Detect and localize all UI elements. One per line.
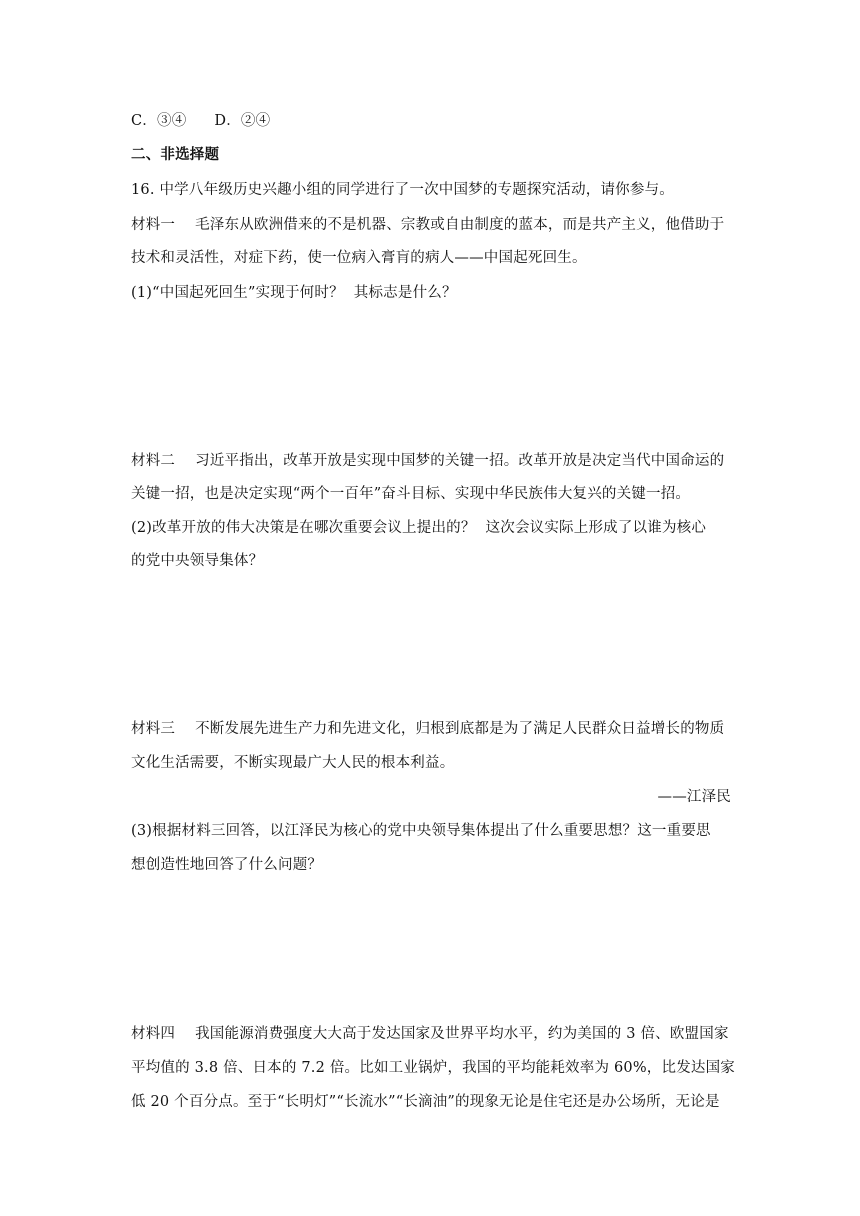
material-1-line-1 [131,215,731,235]
sub-question-2-part-b: 这次会议实际上形成了以谁为核心 [485,520,707,536]
material-4-line-2: 平均值的 3.8 倍、日本的 7.2 倍。比如工业锅炉，我国的平均能耗效率为 60%，比发达国家 [131,1060,735,1076]
question-16-intro: 16. 中学八年级历史兴趣小组的同学进行了一次中国梦的专题探究活动，请你参与。 [131,182,674,198]
option-c: C．③④ [131,113,187,129]
sub-question-2-part-a: (2)改革开放的伟大决策是在哪次重要会议上提出的？ [131,520,476,536]
material-2-label: 材料二 [131,453,176,469]
sub-question-3-line-1: (3)根据材料三回答，以江泽民为核心的党中央领导集体提出了什么重要思想？这一重要思 [131,823,711,839]
sub-question-2-line-1 [131,518,731,538]
sub-question-1-part-a: (1)“中国起死回生”实现于何时？ [131,285,344,301]
material-3-source: ——江泽民 [657,789,731,805]
material-3-line-2: 文化生活需要，不断实现最广大人民的根本利益。 [131,755,455,771]
sub-question-1 [131,283,731,303]
material-3-line-1 [131,719,731,739]
material-2-text-1: 习近平指出，改革开放是实现中国梦的关键一招。改革开放是决定当代中国命运的 [195,453,725,469]
material-1-line-2: 技术和灵活性，对症下药，使一位病入膏肓的病人——中国起死回生。 [131,250,587,266]
section-title: 二、非选择题 [131,146,220,163]
material-1-text-1: 毛泽东从欧洲借来的不是机器、宗教或自由制度的蓝本，而是共产主义，他借助于 [195,217,725,233]
material-4-line-3: 低 20 个百分点。至于“长明灯”“长流水”“长滴油”的现象无论是住宅还是办公场所，无论是 [131,1094,720,1110]
material-4-label: 材料四 [131,1026,176,1042]
material-3-label: 材料三 [131,721,176,737]
material-2-line-1 [131,451,731,471]
sub-question-2-line-2: 的党中央领导集体？ [131,553,264,569]
material-2-line-2: 关键一招，也是决定实现“两个一百年”奋斗目标、实现中华民族伟大复兴的关键一招。 [131,486,691,502]
material-3-text-1: 不断发展先进生产力和先进文化，归根到底都是为了满足人民群众日益增长的物质 [195,721,725,737]
option-d: D．②④ [214,113,271,129]
sub-question-1-part-b: 其标志是什么？ [353,285,457,301]
options-row [131,111,731,131]
material-4-line-1 [131,1024,731,1044]
sub-question-3-line-2: 想创造性地回答了什么问题？ [131,857,323,873]
material-4-text-1: 我国能源消费强度大大高于发达国家及世界平均水平，约为美国的 3 倍、欧盟国家 [195,1026,729,1042]
material-1-label: 材料一 [131,217,176,233]
